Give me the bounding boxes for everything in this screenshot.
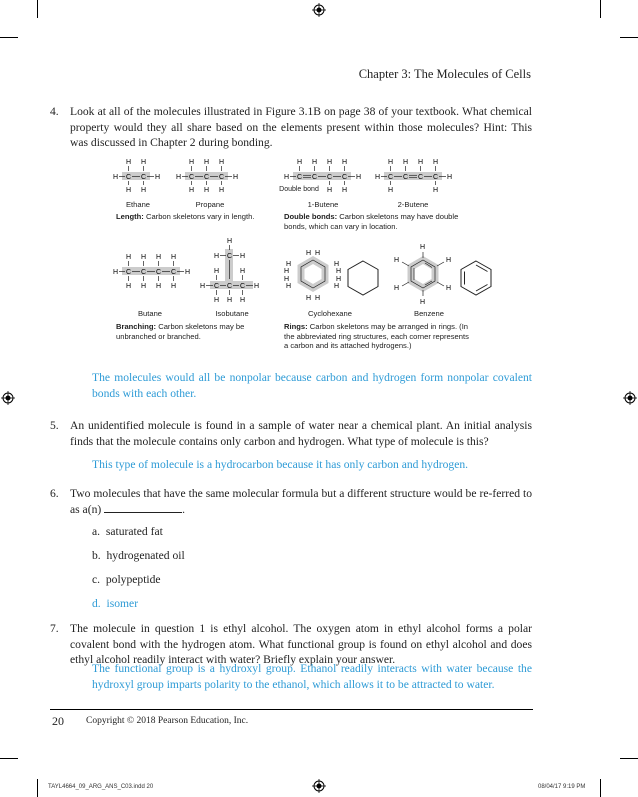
- svg-text:C: C: [141, 269, 147, 276]
- svg-text:H: H: [312, 159, 318, 166]
- footer-rule: [50, 709, 533, 710]
- svg-text:H: H: [126, 159, 132, 166]
- isobutane-structure: [198, 236, 268, 306]
- answer-blank: [104, 502, 182, 513]
- svg-text:H: H: [113, 174, 119, 181]
- option-c: c. polypeptide: [92, 573, 161, 586]
- svg-text:C: C: [204, 174, 210, 181]
- svg-text:C: C: [219, 174, 225, 181]
- svg-text:C: C: [240, 283, 246, 290]
- ethane-structure: [112, 157, 164, 195]
- svg-text:C: C: [433, 174, 439, 181]
- answer-4: The molecules would all be nonpolar because carbon and hydrogen form nonpolar covalent bonds with each other.: [92, 371, 532, 400]
- svg-text:H: H: [433, 187, 439, 194]
- 1-butene-label: 1-Butene: [307, 200, 339, 209]
- option-a: a. saturated fat: [92, 525, 163, 538]
- svg-text:C: C: [297, 174, 303, 181]
- svg-text:C: C: [327, 174, 333, 181]
- caption-branching: Branching: Carbon skeletons may be unbranched or branched.: [116, 322, 245, 341]
- cyclohexane-abbreviated-icon: [345, 259, 381, 297]
- svg-text:H: H: [388, 187, 394, 194]
- svg-text:H: H: [171, 283, 177, 290]
- svg-text:H: H: [233, 174, 239, 181]
- svg-text:C: C: [141, 174, 147, 181]
- question-text: The molecule in question 1 is ethyl alcohol. The oxygen atom in ethyl alcohol forms a polar covalent bond with the hydrogen atom. What functional group is found on ethyl alcohol and does ethyl alcohol readily interact with water? Briefly explain your answer.: [70, 622, 532, 666]
- svg-text:H: H: [447, 174, 453, 181]
- svg-text:H: H: [336, 276, 342, 283]
- svg-text:H: H: [113, 269, 119, 276]
- svg-text:C: C: [126, 269, 132, 276]
- svg-text:H: H: [286, 261, 292, 268]
- propane-label: Propane: [195, 200, 225, 209]
- caption-rings: Rings: Carbon skeletons may be arranged in rings. (In the abbreviated ring structures, each corner represents a carbon and its attached hydrogens.): [284, 322, 469, 350]
- question-text: Look at all of the molecules illustrated in Figure 3.1B on page 38 of your textbook. What chemical property would they all share based on the elements present within those molecules? Hint: This was discussed in Chapter 2 during bonding.: [70, 105, 532, 149]
- svg-text:H: H: [315, 295, 321, 302]
- svg-text:H: H: [342, 159, 348, 166]
- answer-5: This type of molecule is a hydrocarbon because it has only carbon and hydrogen.: [92, 458, 469, 471]
- svg-text:H: H: [227, 238, 233, 245]
- svg-text:H: H: [240, 253, 246, 260]
- svg-text:C: C: [214, 283, 220, 290]
- svg-text:H: H: [185, 269, 191, 276]
- propane-structure: [175, 157, 245, 195]
- svg-text:H: H: [214, 268, 220, 275]
- isobutane-label: Isobutane: [215, 309, 249, 318]
- registration-mark-icon: [1, 391, 15, 405]
- svg-text:H: H: [394, 285, 400, 292]
- copyright: Copyright © 2018 Pearson Education, Inc.: [86, 716, 249, 726]
- svg-text:C: C: [189, 174, 195, 181]
- benzene-structure: [390, 240, 456, 306]
- question-number: 5.: [50, 419, 59, 432]
- svg-text:H: H: [394, 257, 400, 264]
- svg-text:H: H: [204, 159, 210, 166]
- ethane-label: Ethane: [125, 200, 151, 209]
- svg-text:C: C: [312, 174, 318, 181]
- svg-text:H: H: [327, 159, 333, 166]
- svg-text:H: H: [156, 254, 162, 261]
- svg-text:H: H: [126, 283, 132, 290]
- svg-text:H: H: [433, 159, 439, 166]
- svg-text:H: H: [156, 283, 162, 290]
- page-number: 20: [52, 714, 64, 728]
- figure-3-1b: [0, 0, 638, 370]
- crop-mark: [600, 779, 601, 797]
- svg-text:H: H: [141, 187, 147, 194]
- crop-mark: [37, 779, 38, 797]
- question-number: 6.: [50, 487, 59, 500]
- crop-mark: [0, 758, 18, 759]
- svg-text:C: C: [156, 269, 162, 276]
- svg-text:H: H: [284, 174, 290, 181]
- svg-text:H: H: [306, 250, 312, 257]
- svg-text:H: H: [240, 268, 246, 275]
- svg-text:H: H: [446, 257, 452, 264]
- svg-text:H: H: [155, 174, 161, 181]
- svg-text:H: H: [306, 295, 312, 302]
- cyclohexane-label: Cyclohexane: [308, 309, 352, 318]
- question-number: 4.: [50, 105, 59, 118]
- svg-text:H: H: [327, 187, 333, 194]
- svg-text:H: H: [141, 283, 147, 290]
- registration-mark-icon: [312, 779, 326, 793]
- svg-text:C: C: [171, 269, 177, 276]
- caption-double-bonds: Double bonds: Carbon skeletons may have double bonds, which can vary in location.: [284, 212, 459, 231]
- svg-text:H: H: [403, 159, 409, 166]
- caption-length: Length: Carbon skeletons vary in length.: [116, 212, 255, 221]
- svg-text:C: C: [126, 174, 132, 181]
- svg-text:H: H: [315, 250, 321, 257]
- benzene-abbreviated-icon: [458, 259, 494, 297]
- svg-text:H: H: [342, 187, 348, 194]
- double-bond-label: Double bond: [279, 186, 319, 193]
- svg-text:H: H: [420, 244, 426, 251]
- svg-text:H: H: [336, 268, 342, 275]
- svg-text:C: C: [342, 174, 348, 181]
- svg-text:H: H: [356, 174, 362, 181]
- butane-label: Butane: [137, 309, 163, 318]
- svg-text:H: H: [214, 253, 220, 260]
- svg-text:H: H: [388, 159, 394, 166]
- svg-text:H: H: [334, 261, 340, 268]
- option-d-correct: d. isomer: [92, 597, 139, 610]
- question-text: An unidentified molecule is found in a sample of water near a chemical plant. An initial analysis finds that the molecule contains only carbon and hydrogen. What type of molecule is this?: [70, 419, 532, 448]
- svg-text:H: H: [219, 159, 225, 166]
- question-text: Two molecules that have the same molecular formula but a different structure would be re-ferred to as a(n): [70, 487, 532, 516]
- option-b: b. hydrogenated oil: [92, 549, 185, 562]
- question-6: 6. Two molecules that have the same molecular formula but a different structure would be re-ferred to as a(n) .: [50, 487, 532, 516]
- svg-text:H: H: [240, 297, 246, 304]
- svg-text:H: H: [219, 187, 225, 194]
- svg-text:H: H: [141, 254, 147, 261]
- svg-text:H: H: [126, 187, 132, 194]
- question-5: [50, 418, 532, 449]
- 2-butene-structure: [374, 157, 458, 195]
- svg-text:H: H: [214, 297, 220, 304]
- svg-text:C: C: [227, 283, 233, 290]
- svg-text:H: H: [375, 174, 381, 181]
- svg-text:C: C: [418, 174, 424, 181]
- svg-text:H: H: [189, 159, 195, 166]
- butane-structure: [112, 252, 194, 292]
- svg-text:H: H: [286, 283, 292, 290]
- benzene-label: Benzene: [414, 309, 444, 318]
- svg-text:C: C: [403, 174, 409, 181]
- svg-text:H: H: [254, 283, 260, 290]
- svg-text:H: H: [126, 254, 132, 261]
- svg-text:H: H: [284, 268, 290, 275]
- slug-filename: TAYL4664_09_ARG_ANS_C03.indd 20: [48, 784, 154, 790]
- svg-text:H: H: [297, 159, 303, 166]
- svg-text:H: H: [420, 299, 426, 306]
- svg-text:H: H: [204, 187, 210, 194]
- svg-text:C: C: [227, 253, 233, 260]
- svg-text:H: H: [141, 159, 147, 166]
- cyclohexane-structure: [281, 247, 345, 303]
- svg-text:H: H: [200, 283, 206, 290]
- svg-text:H: H: [334, 283, 340, 290]
- chapter-title: Chapter 3: The Molecules of Cells: [358, 67, 531, 81]
- svg-text:H: H: [446, 285, 452, 292]
- 2-butene-label: 2-Butene: [397, 200, 429, 209]
- answer-7: The functional group is a hydroxyl group. Ethanol readily interacts with water because the hydroxyl group imparts polarity to the ethanol, which allows it to be attracted to water.: [92, 662, 532, 691]
- svg-text:C: C: [388, 174, 394, 181]
- svg-text:H: H: [171, 254, 177, 261]
- svg-text:H: H: [176, 174, 182, 181]
- slug-timestamp: 08/04/17 9:19 PM: [538, 784, 586, 790]
- svg-text:H: H: [189, 187, 195, 194]
- registration-mark-icon: [623, 391, 637, 405]
- svg-text:H: H: [284, 276, 290, 283]
- question-number: 7.: [50, 622, 59, 635]
- svg-text:H: H: [418, 159, 424, 166]
- crop-mark: [620, 758, 638, 759]
- svg-text:H: H: [227, 297, 233, 304]
